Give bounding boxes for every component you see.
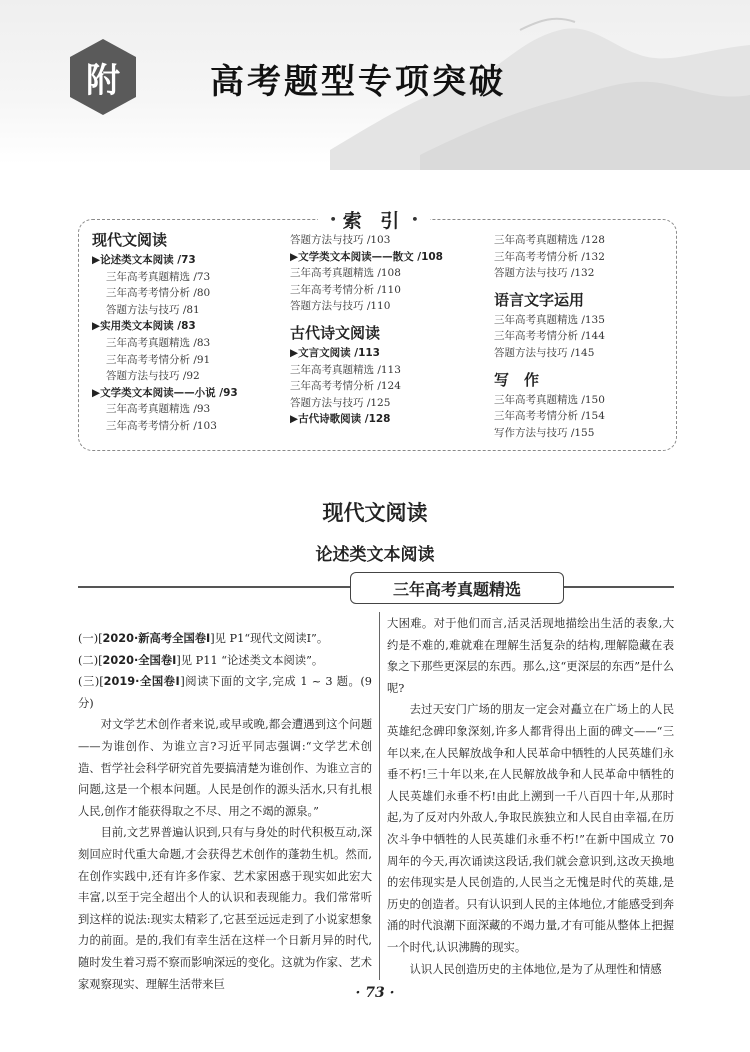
page-number: · 73 · — [355, 985, 395, 1001]
index-entry: 三年高考考情分析 /110 — [290, 283, 401, 296]
index-category: ▶实用类文本阅读 /83 — [92, 320, 196, 333]
index-entry: 三年高考考情分析 /154 — [494, 410, 605, 423]
index-entry: 答题方法与技巧 /132 — [494, 267, 595, 280]
index-entry: 三年高考真题精选 /128 — [494, 234, 605, 246]
index-entry: 答题方法与技巧 /103 — [290, 234, 391, 246]
index-entry: 三年高考真题精选 /113 — [290, 363, 401, 376]
index-entry: 三年高考考情分析 /124 — [290, 380, 401, 393]
dot-icon: • — [411, 212, 419, 226]
index-entry: 三年高考考情分析 /91 — [106, 353, 211, 366]
index-section: 古代诗文阅读 — [290, 323, 381, 342]
index-entry: 三年高考考情分析 /103 — [106, 419, 217, 432]
index-entry: 三年高考真题精选 /108 — [290, 267, 401, 280]
index-entry: 三年高考真题精选 /83 — [106, 336, 211, 349]
column-divider — [379, 612, 380, 980]
index-entry: 写作方法与技巧 /155 — [494, 426, 595, 439]
index-entry: 三年高考考情分析 /80 — [106, 287, 211, 300]
index-entry: 三年高考真题精选 /93 — [106, 403, 211, 416]
index-entry: 三年高考真题精选 /135 — [494, 313, 605, 326]
index-column-2 — [290, 232, 443, 428]
index-title-text: 索 引 — [342, 209, 406, 232]
section-heading: 现代文阅读 — [322, 501, 428, 525]
section-bar — [78, 572, 674, 602]
paragraph: 对文学艺术创作者来说,或早或晚,都会遭遇到这个问题——为谁创作、为谁立言?习近平同志强调:“文学艺术创造、哲学社会科学研究首先要搞清楚为谁创作、为谁立言的问题,这是一个根本问题。人民是创作的源头活水,只有扎根人民,创作才能获得取之不尽、用之不竭的源泉。” — [78, 718, 372, 818]
paragraph: 去过天安门广场的朋友一定会对矗立在广场上的人民英雄纪念碑印象深刻,许多人都背得出上面的碑文——“三年以来,在人民解放战争和人民革命中牺牲的人民英雄们永垂不朽!三十年以来,在人民解放战争和人民革命中牺牲的人民英雄们永垂不朽!由此上溯到一千八百四十年,从那时起,为了反对内外敌人,争取民族独立和人民自由幸福,在历次斗争中牺牲的人民英雄们永垂不朽!”在新中国成立 70 周年的今天,再次诵读这段话,我们就会意识到,这改天换地的宏伟现实是人民创造的,人民当之无愧是时代的英雄,是历史的创造者。只有认识到人民的主体地位,才能感受到奔涌的时代浪潮下面深藏的不竭力量,才有可能从整体上把握一个时代,认识沸腾的现实。 — [387, 703, 674, 954]
index-section: 写 作 — [494, 370, 540, 389]
index-category: ▶文学类文本阅读——小说 /93 — [92, 386, 238, 399]
index-entry: 三年高考考情分析 /144 — [494, 330, 605, 343]
index-category: ▶文言文阅读 /113 — [290, 346, 380, 359]
index-category: ▶古代诗歌阅读 /128 — [290, 413, 391, 426]
index-entry: 答题方法与技巧 /125 — [290, 396, 391, 409]
left-column — [78, 628, 372, 995]
index-entry: 答题方法与技巧 /145 — [494, 346, 595, 359]
index-entry: 答题方法与技巧 /92 — [106, 370, 200, 383]
index-entry: 三年高考真题精选 /150 — [494, 393, 605, 406]
index-column-3 — [494, 232, 605, 441]
index-entry: 答题方法与技巧 /81 — [106, 303, 200, 316]
paragraph: 大困难。对于他们而言,活灵活现地描绘出生活的表象,大约是不难的,难就难在理解生活复杂的结构,理解隐藏在表象之下那些更深层的东西。那么,这“更深层的东西”是什么呢? — [387, 617, 674, 695]
question-2: (二)[2020·全国卷Ⅰ]见 P11 “论述类文本阅读”。 — [78, 653, 324, 667]
page-title: 高考题型专项突破 — [210, 62, 506, 102]
paragraph: 认识人民创造历史的主体地位,是为了从理性和情感 — [409, 962, 662, 976]
index-category: ▶论述类文本阅读 /73 — [92, 254, 196, 266]
badge-label: 附 — [86, 60, 120, 101]
index-column-1 — [92, 228, 238, 435]
question-1: (一)[2020·新高考全国卷Ⅰ]见 P1“现代文阅读Ⅰ”。 — [78, 632, 329, 645]
right-column — [387, 613, 674, 980]
index-entry: 三年高考真题精选 /73 — [106, 270, 211, 283]
paragraph: 目前,文艺界普遍认识到,只有与身处的时代积极互动,深刻回应时代重大命题,才会获得艺术创作的蓬勃生机。然而,在创作实践中,还有许多作家、艺术家困惑于现实如此宏大丰富,以至于完全超出个人的认识和表现能力。我们常常听到这样的说法:现实太精彩了,它甚至远远走到了小说家想象力的前面。是的,我们有幸生活在这样一个日新月异的时代,随时发生着习焉不察而影响深远的变化。这就为作家、艺术家观察现实、理解生活带来巨 — [78, 826, 372, 991]
section-subheading: 论述类文本阅读 — [315, 545, 435, 565]
index-entry: 三年高考考情分析 /132 — [494, 250, 605, 263]
question-3: (三)[2019·全国卷Ⅰ]阅读下面的文字,完成 1 ~ 3 题。(9 分) — [78, 675, 372, 710]
dot-icon: • — [329, 212, 337, 226]
section-bar-label: 三年高考真题精选 — [350, 572, 564, 604]
index-section: 现代文阅读 — [92, 231, 168, 249]
index-category: ▶文学类文本阅读——散文 /108 — [290, 250, 443, 263]
index-title — [318, 205, 430, 233]
index-section: 语言文字运用 — [494, 290, 585, 309]
index-entry: 答题方法与技巧 /110 — [290, 300, 391, 313]
